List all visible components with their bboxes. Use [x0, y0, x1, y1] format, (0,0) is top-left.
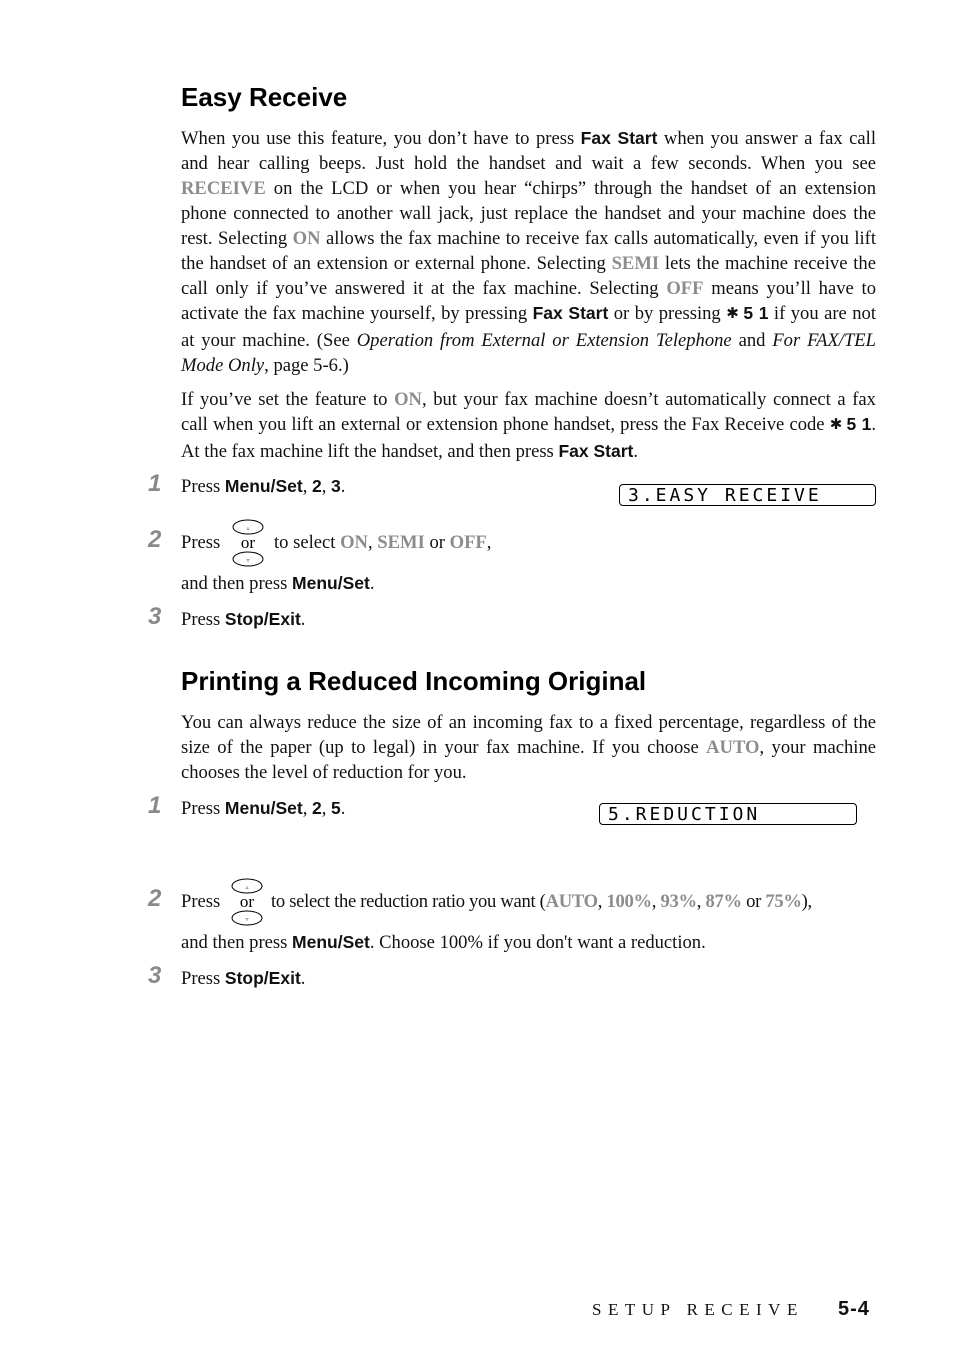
step-2-select-text: to select ON, SEMI or OFF, [274, 532, 492, 553]
code-5-1: 5 1 [846, 414, 872, 434]
svg-text:▿: ▿ [245, 916, 249, 923]
up-down-navigation-icon [230, 519, 266, 567]
option-off: OFF [449, 532, 487, 553]
option-on: ON [394, 389, 422, 410]
reduction-paragraph: You can always reduce the size of an incoming fax to a fixed percentage, regardless of the size of the paper (up to legal) in your fax machine. If you choose AUTO, your machine chooses the level of reduction for you. [181, 712, 876, 783]
svg-text:▵: ▵ [246, 525, 250, 532]
key-fax-start: Fax Start [580, 128, 658, 148]
step-number: 1 [148, 470, 162, 497]
step-3-text: Press Stop/Exit. [181, 609, 306, 630]
option-93: 93% [660, 891, 697, 912]
option-semi: SEMI [611, 253, 660, 274]
option-on: ON [292, 228, 321, 249]
step-1-text: Press Menu/Set, 2, 3. [181, 476, 346, 497]
section-title-reduction: Printing a Reduced Incoming Original [181, 666, 647, 696]
step-3-text: Press Stop/Exit. [181, 968, 306, 989]
asterisk-icon: ✱ [726, 306, 744, 322]
key-fax-start: Fax Start [558, 441, 634, 461]
cross-reference: For FAX/TEL Mode Only [181, 330, 876, 376]
option-75: 75% [765, 891, 802, 912]
option-87: 87% [705, 891, 742, 912]
option-off: OFF [666, 278, 704, 299]
svg-text:▵: ▵ [245, 884, 249, 891]
up-down-navigation-icon [229, 878, 265, 926]
footer-section-name: SETUP RECEIVE [592, 1300, 804, 1319]
asterisk-icon: ✱ [829, 417, 847, 433]
option-semi: SEMI [377, 532, 425, 553]
step-2-select-text: to select the reduction ratio you want (AUTO, 100%, 93%, 87% or 75%), [271, 891, 812, 912]
lcd-display-easy-receive: 3.EASY RECEIVE [619, 484, 876, 506]
option-on: ON [340, 532, 368, 553]
cross-reference: Operation from External or Extension Telephone [356, 330, 732, 351]
code-5-1: 5 1 [743, 303, 769, 323]
option-100: 100% [606, 891, 652, 912]
step-2-then-text: and then press Menu/Set. Choose 100% if you don't want a reduction. [181, 932, 706, 953]
or-label: or [239, 892, 255, 911]
easy-receive-paragraph-1: When you use this feature, you don’t have to press Fax Start when you answer a fax call and hear calling beeps. Just hold the handset and wait a few seconds. When you see RECEIVE on the LCD or when you hear “chirps” through the handset of an extension phone connected to another wall jack, just replace the handset and your machine does the rest. Selecting ON allows the fax machine to receive fax calls automatically, even if you lift the handset of an extension or external phone. Selecting SEMI lets the machine receive the call only if you’ve answered it at the fax machine. Selecting OFF means you’ll have to activate the fax machine yourself, by pressing Fax Start or by pressing ✱ 5 1 if you are not at your machine. (See Operation from External or Extension Telephone and For FAX/TEL Mode Only, page 5-6.) [181, 128, 877, 376]
svg-text:▿: ▿ [246, 557, 250, 564]
or-label: or [240, 533, 256, 552]
option-auto: AUTO [545, 891, 598, 912]
step-number: 1 [148, 792, 162, 819]
key-fax-start: Fax Start [532, 303, 609, 323]
step-1-text: Press Menu/Set, 2, 5. [181, 798, 346, 819]
step-number: 2 [148, 885, 162, 912]
easy-receive-paragraph-2: If you’ve set the feature to ON, but your fax machine doesn’t automatically connect a fax call when you lift an external or extension phone handset, press the Fax Receive code ✱ 5 1. At the fax machine lift the handset, and then press Fax Start. [181, 389, 877, 462]
option-auto: AUTO [706, 737, 760, 758]
lcd-word-receive: RECEIVE [181, 178, 266, 199]
step-2-then-text: and then press Menu/Set. [181, 573, 375, 594]
lcd-display-reduction: 5.REDUCTION [599, 803, 857, 825]
step-number: 2 [148, 526, 162, 553]
page-number: 5-4 [838, 1298, 870, 1320]
step-2-text: Press [181, 891, 221, 912]
step-number: 3 [148, 603, 162, 630]
section-title-easy-receive: Easy Receive [181, 82, 348, 112]
step-2-text: Press [181, 532, 221, 553]
step-number: 3 [148, 962, 162, 989]
